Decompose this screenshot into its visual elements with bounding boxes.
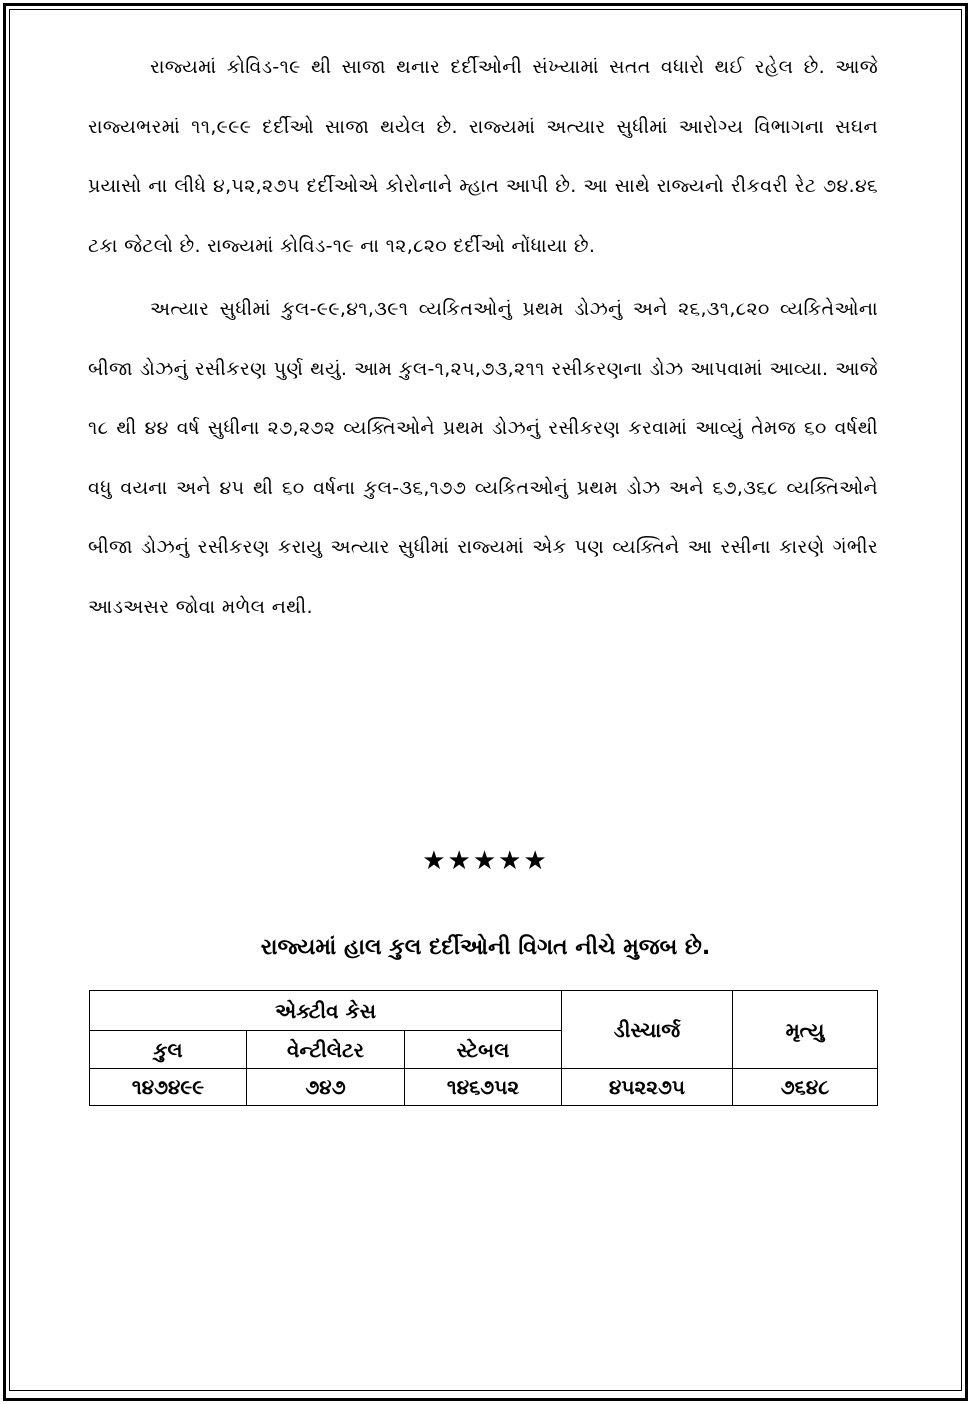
- star-separator: ★★★★★: [422, 846, 549, 876]
- header-death: મૃત્યુ: [733, 991, 878, 1069]
- header-total: કુલ: [90, 1031, 247, 1069]
- value-death: ૭૬૪૮: [733, 1069, 878, 1106]
- table-row: [90, 1069, 878, 1106]
- table-header-row: [90, 991, 878, 1031]
- value-ventilator: ૭૪૭: [247, 1069, 405, 1106]
- paragraph-vaccination: અત્યાર સુધીમાં કુલ-૯૯,૪૧,૩૯૧ વ્યકિતઓનું પ્રથમ ડોઝનું અને ૨૬,૩૧,૮૨૦ વ્યકિતેઓના બીજા ડોઝનું રસીકરણ પુર્ણ થયું. આમ કુલ-૧,૨૫,૭૩,૨૧૧ રસીકરણના ડોઝ આપવામાં આવ્યા. આજે ૧૮ થી ૪૪ વર્ષ સુધીના ૨૭,૨૭૨ વ્યક્તિઓને પ્રથમ ડોઝનું રસીકરણ કરવામાં આવ્યું તેમજ ૬૦ વર્ષથી વધુ વયના અને ૪૫ થી ૬૦ વર્ષના કુલ-૩૬,૧૭૭ વ્યકિતઓનું પ્રથમ ડોઝ અને ૬૭,૩૬૮ વ્યક્તિઓને બીજા ડોઝનું રસીકરણ કરાયુ અત્યાર સુધીમાં રાજ્યમાં એક પણ વ્યક્તિને આ રસીના કારણે ગંભીર આડઅસર જોવા મળેલ નથી.: [88, 298, 878, 618]
- header-stable: સ્ટેબલ: [405, 1031, 562, 1069]
- press-release-body: [88, 38, 878, 637]
- header-ventilator: વેન્ટીલેટર: [247, 1031, 405, 1069]
- header-active-cases: એક્ટીવ કેસ: [90, 991, 562, 1031]
- value-total: ૧૪૭૪૯૯: [90, 1069, 247, 1106]
- table-title: રાજ્યમાં હાલ કુલ દર્દીઓની વિગત નીચે મુજબ છે.: [260, 935, 711, 960]
- value-discharge: ૪૫૨૨૭૫: [562, 1069, 733, 1106]
- paragraph-recovery: રાજ્યમાં કોવિડ-૧૯ થી સાજા થનાર દર્દીઓની સંખ્યામાં સતત વધારો થઈ રહેલ છે. આજે રાજ્યભરમાં ૧૧,૯૯૯ દર્દીઓ સાજા થયેલ છે. રાજ્યમાં અત્યાર સુધીમાં આરોગ્ય વિભાગના સઘન પ્રયાસો ના લીધે ૪,૫૨,૨૭૫ દર્દીઓએ કોરોનાને મ્હાત આપી છે. આ સાથે રાજ્યનો રીકવરી રેટ ૭૪.૪૬ ટકા જેટલો છે. રાજ્યમાં કોવિડ-૧૯ ના ૧૨,૮૨૦ દર્દીઓ નોંધાયા છે.: [88, 56, 878, 257]
- value-stable: ૧૪૬૭૫૨: [405, 1069, 562, 1106]
- patient-stats-table: [89, 990, 878, 1106]
- header-discharge: ડીસ્ચાર્જ: [562, 991, 733, 1069]
